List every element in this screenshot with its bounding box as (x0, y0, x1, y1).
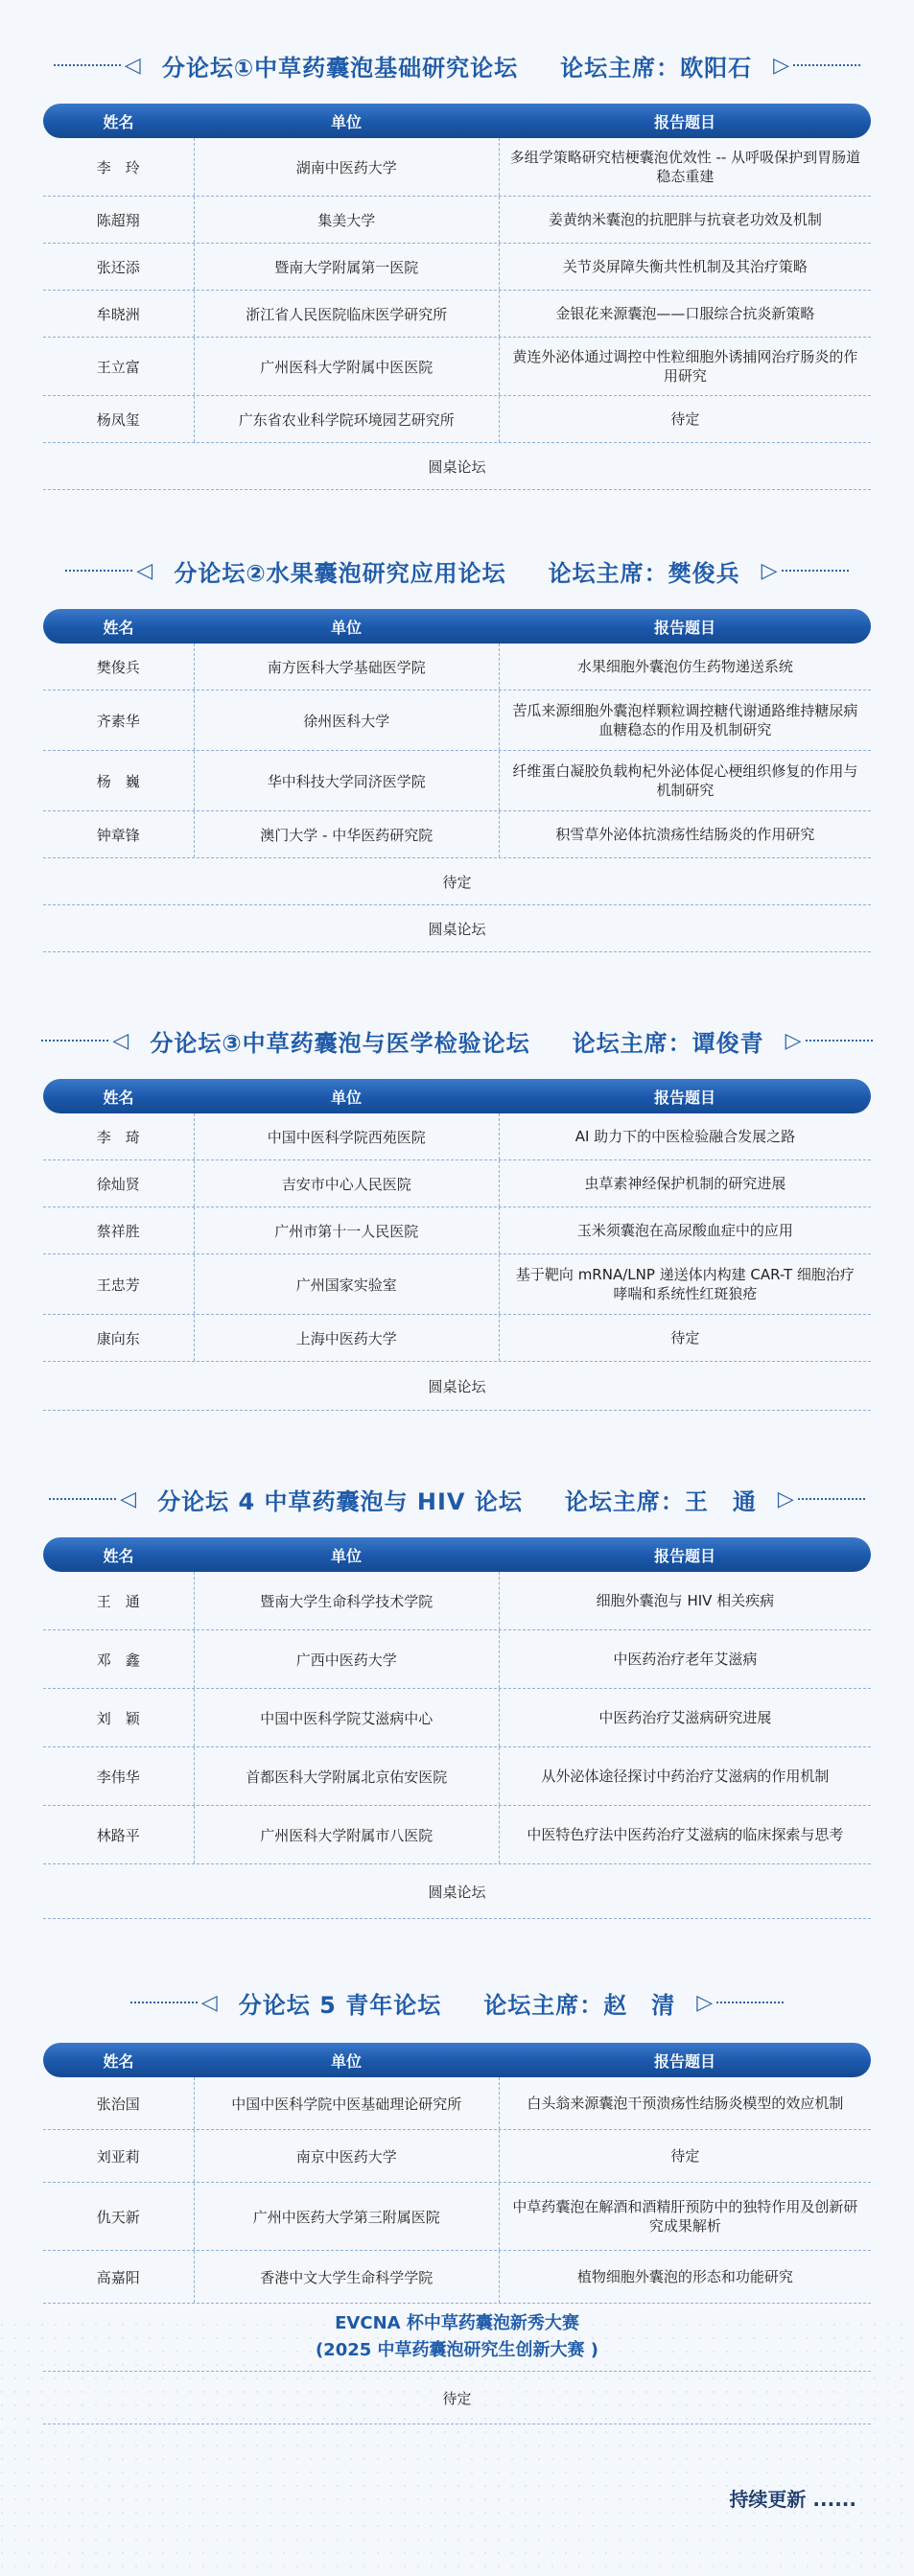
table-row: 蔡祥胜 广州市第十一人民医院 玉米须囊泡在高尿酸血症中的应用 (43, 1207, 871, 1254)
arrow-left-icon: ◁ (124, 53, 141, 78)
table-header: 姓名 单位 报告题目 (43, 1079, 871, 1113)
forum-title-row (43, 1021, 871, 1060)
header-unit: 单位 (330, 112, 362, 131)
competition-subtitle: (2025 中草药囊泡研究生创新大赛 ) (315, 2340, 599, 2360)
table-row: 王立富 广州医科大学附属中医医院 黄连外泌体通过调控中性粒细胞外诱捕网治疗肠炎的作用研究 (43, 338, 871, 396)
table-row: 杨凤玺 广东省农业科学院环境园艺研究所 待定 (43, 396, 871, 443)
forum-title: 分论坛①中草药囊泡基础研究论坛 论坛主席：欧阳石 (161, 54, 753, 82)
table-row: 林路平 广州医科大学附属市八医院 中医特色疗法中医药治疗艾滋病的临床探索与思考 (43, 1806, 871, 1864)
schedule-table (43, 609, 871, 952)
schedule-table (43, 104, 871, 490)
schedule-table (43, 2043, 871, 2424)
header-topic: 报告题目 (653, 112, 715, 131)
table-row: 王忠芳 广州国家实验室 基于靶向 mRNA/LNP 递送体内构建 CAR-T 细胞治疗哮喘和系统性红斑狼疮 (43, 1254, 871, 1315)
table-row: 李伟华 首都医科大学附属北京佑安医院 从外泌体途径探讨中药治疗艾滋病的作用机制 (43, 1747, 871, 1806)
roundtable-row: 圆桌论坛 (43, 1864, 871, 1919)
arrow-right-icon: ▷ (761, 558, 778, 583)
table-row: 刘亚莉 南京中医药大学 待定 (43, 2130, 871, 2183)
table-row: 徐灿贤 吉安市中心人民医院 虫草素神经保护机制的研究进展 (43, 1160, 871, 1207)
tbd-row: 待定 (43, 2372, 871, 2424)
arrow-left-icon: ◁ (120, 1487, 137, 1511)
arrow-left-icon: ◁ (112, 1028, 129, 1053)
arrow-right-icon: ▷ (785, 1028, 802, 1053)
roundtable-row: 圆桌论坛 (43, 1362, 871, 1411)
table-row: 杨 巍 华中科技大学同济医学院 纤维蛋白凝胶负载枸杞外泌体促心梗组织修复的作用与机制研究 (43, 751, 871, 811)
table-row: 樊俊兵 南方医科大学基础医学院 水果细胞外囊泡仿生药物递送系统 (43, 644, 871, 691)
table-header: 姓名 单位 报告题目 (43, 1537, 871, 1572)
table-row: 陈超翔 集美大学 姜黄纳米囊泡的抗肥胖与抗衰老功效及机制 (43, 197, 871, 244)
table-row: 钟章锋 澳门大学 - 中华医药研究院 积雪草外泌体抗溃疡性结肠炎的作用研究 (43, 811, 871, 858)
arrow-left-icon: ◁ (136, 558, 153, 583)
competition-row (43, 2304, 871, 2372)
forum-title: 分论坛 4 中草药囊泡与 HIV 论坛 论坛主席：王 通 (157, 1487, 757, 1515)
forum-title-row (43, 551, 871, 590)
table-row: 齐素华 徐州医科大学 苦瓜来源细胞外囊泡样颗粒调控糖代谢通路维持糖尿病血糖稳态的作用及机制研究 (43, 691, 871, 751)
forum-title: 分论坛③中草药囊泡与医学检验论坛 论坛主席：谭俊青 (150, 1029, 764, 1057)
forum-title-row (43, 1480, 871, 1518)
table-row: 刘 颖 中国中医科学院艾滋病中心 中医药治疗艾滋病研究进展 (43, 1689, 871, 1747)
table-row: 张还添 暨南大学附属第一医院 关节炎屏障失衡共性机制及其治疗策略 (43, 244, 871, 291)
footer-continue-note: 持续更新 ...... (729, 2488, 856, 2511)
arrow-right-icon: ▷ (696, 1990, 714, 2015)
roundtable-row: 圆桌论坛 (43, 443, 871, 490)
tbd-row: 待定 (43, 858, 871, 905)
table-row: 康向东 上海中医药大学 待定 (43, 1315, 871, 1362)
table-row: 张治国 中国中医科学院中医基础理论研究所 白头翁来源囊泡干预溃疡性结肠炎模型的效应机制 (43, 2077, 871, 2130)
competition-title: EVCNA 杯中草药囊泡新秀大赛 (335, 2313, 579, 2333)
table-header (43, 104, 871, 138)
arrow-left-icon: ◁ (200, 1990, 218, 2015)
table-header: 姓名 单位 报告题目 (43, 2043, 871, 2077)
table-header: 姓名 单位 报告题目 (43, 609, 871, 644)
schedule-table (43, 1537, 871, 1919)
roundtable-row: 圆桌论坛 (43, 905, 871, 952)
table-row: 高嘉阳 香港中文大学生命科学学院 植物细胞外囊泡的形态和功能研究 (43, 2251, 871, 2304)
table-row: 王 通 暨南大学生命科学技术学院 细胞外囊泡与 HIV 相关疾病 (43, 1572, 871, 1630)
forum-title-row (43, 1983, 871, 2022)
table-row: 仇天新 广州中医药大学第三附属医院 中草药囊泡在解酒和酒精肝预防中的独特作用及创新研究成果解析 (43, 2183, 871, 2251)
forum-title-row (43, 46, 871, 84)
forum-title: 分论坛 5 青年论坛 论坛主席：赵 清 (238, 1991, 676, 2019)
arrow-right-icon: ▷ (777, 1487, 794, 1511)
table-row: 牟晓洲 浙江省人民医院临床医学研究所 金银花来源囊泡——口服综合抗炎新策略 (43, 291, 871, 338)
table-row: 李 琦 中国中医科学院西苑医院 AI 助力下的中医检验融合发展之路 (43, 1113, 871, 1160)
schedule-table (43, 1079, 871, 1411)
forum-title: 分论坛②水果囊泡研究应用论坛 论坛主席：樊俊兵 (174, 559, 740, 587)
table-row: 邓 鑫 广西中医药大学 中医药治疗老年艾滋病 (43, 1630, 871, 1689)
header-name: 姓名 (103, 112, 134, 131)
table-row: 李 玲 湖南中医药大学 多组学策略研究桔梗囊泡优效性 -- 从呼吸保护到胃肠道稳态重建 (43, 138, 871, 197)
arrow-right-icon: ▷ (773, 53, 790, 78)
